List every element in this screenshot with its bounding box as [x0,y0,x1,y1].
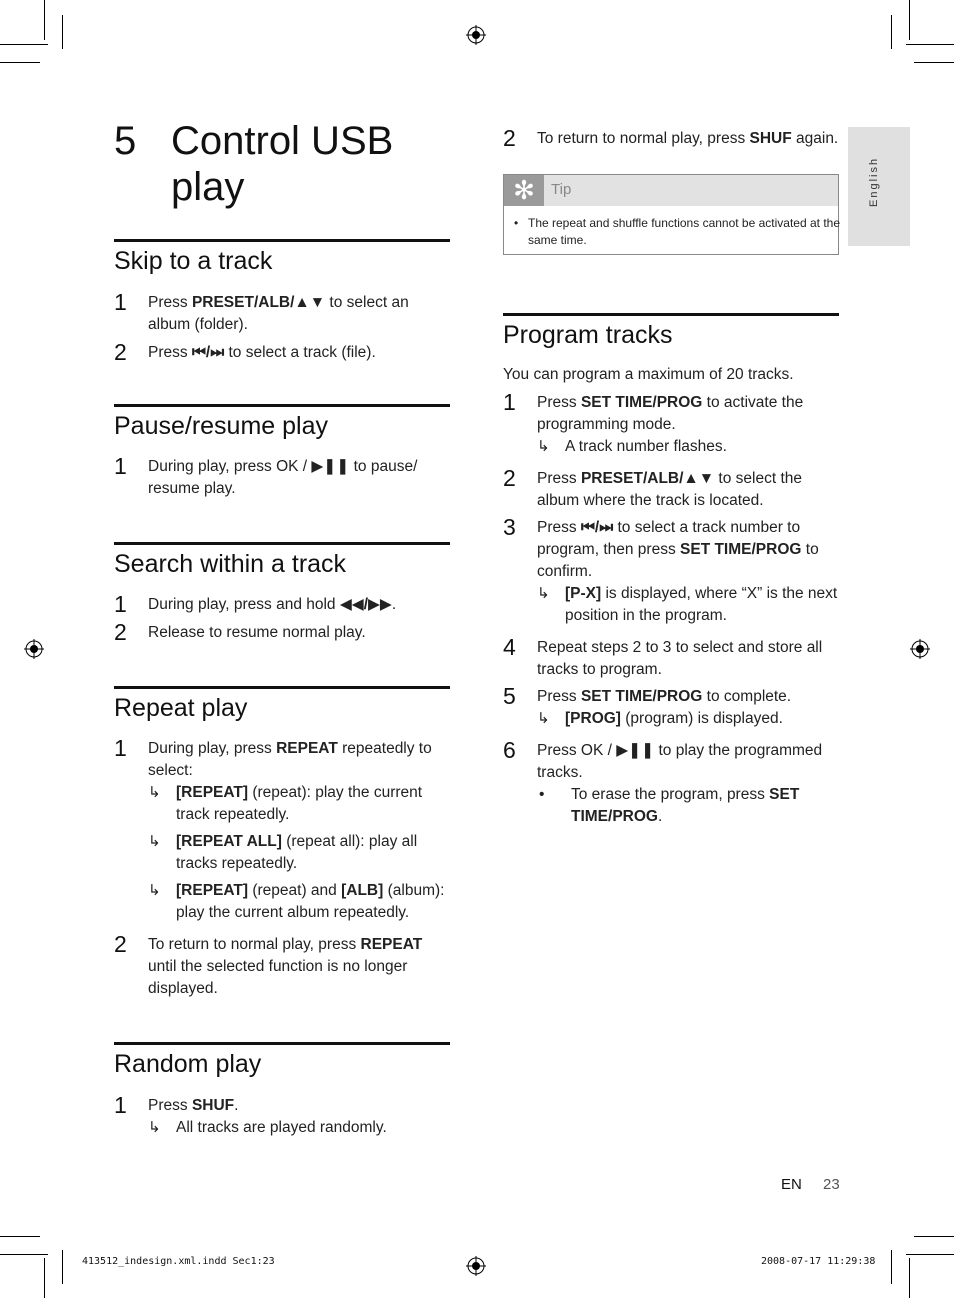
step-result: ↳ All tracks are played randomly. [148,1117,450,1139]
footer-language: EN [781,1176,802,1193]
step: 4 Repeat steps 2 to 3 to select and store all tracks to program. [503,634,823,678]
registration-mark-icon [466,25,486,45]
crop-mark [914,1236,954,1237]
section-pause [114,404,450,500]
language-tab [848,127,910,246]
result-arrow-icon: ↳ [148,882,161,899]
step-number: 1 [114,591,127,617]
step-result: ↳ A track number flashes. [537,436,839,458]
step-number: 1 [114,453,127,479]
step-number: 3 [503,514,516,540]
tip-text: • The repeat and shuffle functions cannot be activated at the same time. [514,216,840,247]
step-shuffle-return [503,125,839,151]
bullet-icon: • [539,786,545,803]
language-tab-label: English [868,156,880,207]
step-number: 4 [503,634,516,660]
crop-mark [914,62,954,63]
crop-mark [0,1254,48,1255]
result-arrow-icon: ↳ [148,784,161,801]
crop-mark [909,1258,910,1298]
step-number: 5 [503,683,516,709]
step-bullet: • To erase the program, press SET TIME/PROG. [539,786,800,825]
step: 1 During play, press and hold ◀◀/▶▶. [114,591,397,617]
chapter-number: 5 [114,119,137,163]
section-heading: Skip to a track [114,247,273,275]
step-number: 1 [114,1092,127,1118]
section-random [114,1042,450,1139]
result-arrow-icon: ↳ [148,833,161,850]
step-number: 1 [503,389,516,415]
step-result: ↳ [REPEAT ALL] (repeat all): play all tracks repeatedly. [148,833,418,872]
crop-mark [906,1254,954,1255]
step: 1 Press SHUF. ↳ All tracks are played randomly. [114,1095,450,1139]
tip-star-icon: ✻ [504,175,544,206]
page-number: 23 [823,1176,840,1193]
section-repeat [114,686,450,1000]
crop-mark [909,0,910,40]
step-number: 2 [503,465,516,491]
step: 1 Press PRESET/ALB/▲▼ to select an album (folder). [114,289,409,333]
chapter-heading: Control USB play [171,119,394,209]
section-heading: Pause/resume play [114,412,329,440]
result-arrow-icon: ↳ [537,585,550,602]
crop-mark [891,15,892,49]
step: 2 Press ⏮/⏭ to select a track (file). [114,339,376,365]
crop-mark [62,1250,63,1284]
section-skip [114,239,450,364]
result-arrow-icon: ↳ [537,710,550,727]
crop-mark [44,1258,45,1298]
step: 1 Press SET TIME/PROG to activate the programming mode. ↳ A track number flashes. [503,392,839,458]
step-number: 1 [114,735,127,761]
step-result: ↳ [REPEAT] (repeat): play the current track repeatedly. [148,784,423,823]
step-result: ↳ [PROG] (program) is displayed. [537,708,839,730]
section-heading: Random play [114,1050,262,1078]
step: 2 Press PRESET/ALB/▲▼ to select the album where the track is located. [503,465,802,509]
step: 3 Press ⏮/⏭ to select a track number to program, then press SET TIME/PROG to confirm. ↳ [P-X] is displayed, where “X” is the next position in the program. [503,517,839,627]
step-number: 2 [114,339,127,365]
section-heading: Search within a track [114,550,347,578]
step: 2 To return to normal play, press SHUF again. [503,125,839,151]
bullet-icon: • [514,216,519,230]
registration-mark-icon [466,1256,486,1276]
crop-mark [891,1250,892,1284]
section-search [114,542,450,644]
result-arrow-icon: ↳ [148,1119,161,1136]
step-number: 2 [114,931,127,957]
section-program [503,313,839,828]
slug-file: 413512_indesign.xml.indd Sec1:23 [82,1256,275,1267]
crop-mark [906,44,954,45]
step-result: ↳ [REPEAT] (repeat) and [ALB] (album): play the current album repeatedly. [148,882,445,921]
section-heading: Program tracks [503,321,673,349]
section-heading: Repeat play [114,694,248,722]
step: 2 Release to resume normal play. [114,619,366,645]
crop-mark [44,0,45,40]
step-result: ↳ [P-X] is displayed, where “X” is the next position in the program. [537,585,838,624]
step: 1 During play, press REPEAT repeatedly to select: ↳ [REPEAT] (repeat): play the current track repeatedly. ↳ [REPEAT ALL] (repeat all): play all tracks repeatedly. ↳ [REPEAT] (repeat) and [ALB] (album): play the current album repeatedly. [114,738,450,924]
step-number: 2 [503,125,516,151]
tip-label: Tip [551,181,572,198]
crop-mark [0,44,48,45]
crop-mark [0,1236,40,1237]
slug-date: 2008-07-17 11:29:38 [761,1256,876,1267]
step: 2 To return to normal play, press REPEAT until the selected function is no longer displayed. [114,931,423,997]
step-number: 1 [114,289,127,315]
step: 6 Press OK / ▶❚❚ to play the programmed tracks. • To erase the program, press SET TIME/PROG. [503,740,839,828]
step-number: 2 [114,619,127,645]
registration-mark-icon [24,639,44,659]
step: 1 During play, press OK / ▶❚❚ to pause/ resume play. [114,453,418,497]
step: 5 Press SET TIME/PROG to complete. ↳ [PROG] (program) is displayed. [503,686,839,730]
result-arrow-icon: ↳ [537,438,550,455]
section-intro: You can program a maximum of 20 tracks. [503,366,794,383]
tip-box [503,174,839,255]
crop-mark [62,15,63,49]
registration-mark-icon [910,639,930,659]
tip-header [504,175,838,206]
step-number: 6 [503,737,516,763]
crop-mark [0,62,40,63]
